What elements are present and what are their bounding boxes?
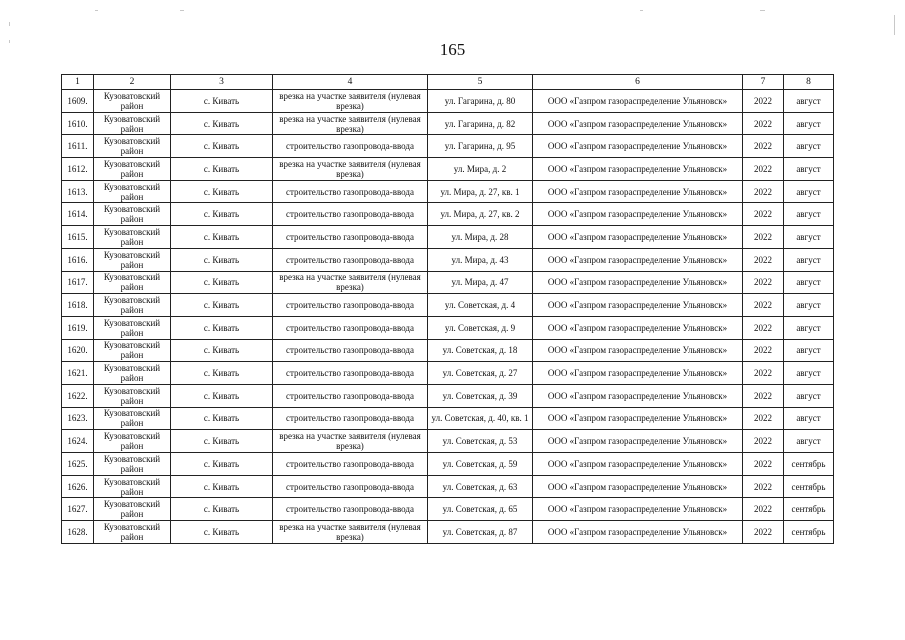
year-cell: 2022 xyxy=(743,112,784,135)
year-cell: 2022 xyxy=(743,294,784,317)
row-number: 1614. xyxy=(62,203,94,226)
year-cell: 2022 xyxy=(743,248,784,271)
table-row xyxy=(62,430,834,453)
table-row xyxy=(62,316,834,339)
organization-cell: ООО «Газпром газораспределение Ульяновск» xyxy=(533,112,743,135)
row-number: 1628. xyxy=(62,521,94,544)
year-cell: 2022 xyxy=(743,362,784,385)
table-row xyxy=(62,453,834,476)
year-cell: 2022 xyxy=(743,158,784,181)
month-cell: август xyxy=(784,248,834,271)
district-cell: Кузоватовский район xyxy=(94,384,171,407)
month-cell: август xyxy=(784,294,834,317)
settlement-cell: с. Кивать xyxy=(171,294,273,317)
row-number: 1615. xyxy=(62,226,94,249)
district-cell: Кузоватовский район xyxy=(94,430,171,453)
scan-mark-top xyxy=(95,10,98,11)
district-cell: Кузоватовский район xyxy=(94,180,171,203)
settlement-cell: с. Кивать xyxy=(171,453,273,476)
year-cell: 2022 xyxy=(743,430,784,453)
work-type-cell: строительство газопровода-ввода xyxy=(273,362,428,385)
table-row xyxy=(62,384,834,407)
table-row xyxy=(62,248,834,271)
row-number: 1616. xyxy=(62,248,94,271)
work-type-cell: строительство газопровода-ввода xyxy=(273,339,428,362)
district-cell: Кузоватовский район xyxy=(94,521,171,544)
organization-cell: ООО «Газпром газораспределение Ульяновск» xyxy=(533,158,743,181)
organization-cell: ООО «Газпром газораспределение Ульяновск» xyxy=(533,180,743,203)
organization-cell: ООО «Газпром газораспределение Ульяновск» xyxy=(533,430,743,453)
column-header-6: 6 xyxy=(533,75,743,90)
table-row xyxy=(62,521,834,544)
work-type-cell: врезка на участке заявителя (нулевая врезка) xyxy=(273,90,428,113)
month-cell: август xyxy=(784,339,834,362)
work-type-cell: врезка на участке заявителя (нулевая врезка) xyxy=(273,112,428,135)
organization-cell: ООО «Газпром газораспределение Ульяновск» xyxy=(533,271,743,294)
district-cell: Кузоватовский район xyxy=(94,158,171,181)
organization-cell: ООО «Газпром газораспределение Ульяновск» xyxy=(533,407,743,430)
settlement-cell: с. Кивать xyxy=(171,248,273,271)
address-cell: ул. Гагарина, д. 95 xyxy=(428,135,533,158)
address-cell: ул. Советская, д. 18 xyxy=(428,339,533,362)
month-cell: август xyxy=(784,180,834,203)
organization-cell: ООО «Газпром газораспределение Ульяновск» xyxy=(533,248,743,271)
district-cell: Кузоватовский район xyxy=(94,203,171,226)
district-cell: Кузоватовский район xyxy=(94,407,171,430)
column-header-7: 7 xyxy=(743,75,784,90)
settlement-cell: с. Кивать xyxy=(171,430,273,453)
settlement-cell: с. Кивать xyxy=(171,180,273,203)
table-row xyxy=(62,158,834,181)
year-cell: 2022 xyxy=(743,521,784,544)
settlement-cell: с. Кивать xyxy=(171,384,273,407)
table-row xyxy=(62,407,834,430)
settlement-cell: с. Кивать xyxy=(171,407,273,430)
month-cell: август xyxy=(784,203,834,226)
address-cell: ул. Мира, д. 2 xyxy=(428,158,533,181)
month-cell: август xyxy=(784,384,834,407)
year-cell: 2022 xyxy=(743,271,784,294)
year-cell: 2022 xyxy=(743,203,784,226)
month-cell: август xyxy=(784,362,834,385)
settlement-cell: с. Кивать xyxy=(171,362,273,385)
district-cell: Кузоватовский район xyxy=(94,475,171,498)
year-cell: 2022 xyxy=(743,498,784,521)
row-number: 1610. xyxy=(62,112,94,135)
work-type-cell: строительство газопровода-ввода xyxy=(273,248,428,271)
year-cell: 2022 xyxy=(743,407,784,430)
table-row xyxy=(62,294,834,317)
organization-cell: ООО «Газпром газораспределение Ульяновск» xyxy=(533,362,743,385)
organization-cell: ООО «Газпром газораспределение Ульяновск» xyxy=(533,475,743,498)
address-cell: ул. Советская, д. 9 xyxy=(428,316,533,339)
month-cell: август xyxy=(784,407,834,430)
settlement-cell: с. Кивать xyxy=(171,203,273,226)
address-cell: ул. Мира, д. 43 xyxy=(428,248,533,271)
column-header-5: 5 xyxy=(428,75,533,90)
work-type-cell: врезка на участке заявителя (нулевая врезка) xyxy=(273,430,428,453)
column-header-1: 1 xyxy=(62,75,94,90)
table-row xyxy=(62,271,834,294)
row-number: 1618. xyxy=(62,294,94,317)
month-cell: сентябрь xyxy=(784,498,834,521)
work-type-cell: строительство газопровода-ввода xyxy=(273,180,428,203)
year-cell: 2022 xyxy=(743,180,784,203)
organization-cell: ООО «Газпром газораспределение Ульяновск» xyxy=(533,226,743,249)
settlement-cell: с. Кивать xyxy=(171,90,273,113)
settlement-cell: с. Кивать xyxy=(171,271,273,294)
settlement-cell: с. Кивать xyxy=(171,339,273,362)
page-number: 165 xyxy=(439,40,466,59)
column-header-8: 8 xyxy=(784,75,834,90)
month-cell: сентябрь xyxy=(784,475,834,498)
organization-cell: ООО «Газпром газораспределение Ульяновск» xyxy=(533,521,743,544)
row-number: 1625. xyxy=(62,453,94,476)
organization-cell: ООО «Газпром газораспределение Ульяновск» xyxy=(533,384,743,407)
work-type-cell: строительство газопровода-ввода xyxy=(273,498,428,521)
row-number: 1621. xyxy=(62,362,94,385)
settlement-cell: с. Кивать xyxy=(171,475,273,498)
settlement-cell: с. Кивать xyxy=(171,158,273,181)
row-number: 1612. xyxy=(62,158,94,181)
work-type-cell: строительство газопровода-ввода xyxy=(273,135,428,158)
table-header-row xyxy=(62,75,834,90)
month-cell: август xyxy=(784,135,834,158)
organization-cell: ООО «Газпром газораспределение Ульяновск» xyxy=(533,339,743,362)
district-cell: Кузоватовский район xyxy=(94,498,171,521)
row-number: 1623. xyxy=(62,407,94,430)
year-cell: 2022 xyxy=(743,316,784,339)
district-cell: Кузоватовский район xyxy=(94,316,171,339)
scan-mark-right xyxy=(894,15,895,35)
work-type-cell: строительство газопровода-ввода xyxy=(273,453,428,476)
table-row xyxy=(62,203,834,226)
address-cell: ул. Советская, д. 53 xyxy=(428,430,533,453)
organization-cell: ООО «Газпром газораспределение Ульяновск» xyxy=(533,453,743,476)
month-cell: август xyxy=(784,90,834,113)
month-cell: сентябрь xyxy=(784,453,834,476)
work-type-cell: врезка на участке заявителя (нулевая врезка) xyxy=(273,271,428,294)
year-cell: 2022 xyxy=(743,453,784,476)
work-type-cell: строительство газопровода-ввода xyxy=(273,407,428,430)
column-header-3: 3 xyxy=(171,75,273,90)
address-cell: ул. Гагарина, д. 82 xyxy=(428,112,533,135)
organization-cell: ООО «Газпром газораспределение Ульяновск» xyxy=(533,498,743,521)
work-type-cell: строительство газопровода-ввода xyxy=(273,475,428,498)
row-number: 1617. xyxy=(62,271,94,294)
table-row xyxy=(62,112,834,135)
organization-cell: ООО «Газпром газораспределение Ульяновск» xyxy=(533,294,743,317)
year-cell: 2022 xyxy=(743,226,784,249)
scan-mark-top xyxy=(640,10,643,11)
month-cell: сентябрь xyxy=(784,521,834,544)
address-cell: ул. Мира, д. 28 xyxy=(428,226,533,249)
settlement-cell: с. Кивать xyxy=(171,521,273,544)
settlement-cell: с. Кивать xyxy=(171,112,273,135)
table-row xyxy=(62,135,834,158)
district-cell: Кузоватовский район xyxy=(94,294,171,317)
year-cell: 2022 xyxy=(743,475,784,498)
settlement-cell: с. Кивать xyxy=(171,226,273,249)
district-cell: Кузоватовский район xyxy=(94,339,171,362)
table-row xyxy=(62,180,834,203)
address-cell: ул. Советская, д. 39 xyxy=(428,384,533,407)
scan-mark-left xyxy=(9,22,10,26)
column-header-2: 2 xyxy=(94,75,171,90)
row-number: 1613. xyxy=(62,180,94,203)
work-type-cell: строительство газопровода-ввода xyxy=(273,316,428,339)
table-row xyxy=(62,362,834,385)
district-cell: Кузоватовский район xyxy=(94,248,171,271)
work-type-cell: строительство газопровода-ввода xyxy=(273,384,428,407)
address-cell: ул. Советская, д. 40, кв. 1 xyxy=(428,407,533,430)
work-type-cell: врезка на участке заявителя (нулевая врезка) xyxy=(273,158,428,181)
address-cell: ул. Советская, д. 59 xyxy=(428,453,533,476)
year-cell: 2022 xyxy=(743,384,784,407)
organization-cell: ООО «Газпром газораспределение Ульяновск» xyxy=(533,203,743,226)
settlement-cell: с. Кивать xyxy=(171,316,273,339)
row-number: 1626. xyxy=(62,475,94,498)
work-type-cell: строительство газопровода-ввода xyxy=(273,294,428,317)
month-cell: август xyxy=(784,316,834,339)
month-cell: август xyxy=(784,430,834,453)
scan-mark-top xyxy=(180,10,184,11)
district-cell: Кузоватовский район xyxy=(94,453,171,476)
table-row xyxy=(62,475,834,498)
work-type-cell: строительство газопровода-ввода xyxy=(273,226,428,249)
organization-cell: ООО «Газпром газораспределение Ульяновск» xyxy=(533,135,743,158)
row-number: 1619. xyxy=(62,316,94,339)
year-cell: 2022 xyxy=(743,339,784,362)
address-cell: ул. Мира, д. 27, кв. 2 xyxy=(428,203,533,226)
table-row xyxy=(62,498,834,521)
row-number: 1609. xyxy=(62,90,94,113)
table-row xyxy=(62,226,834,249)
address-cell: ул. Советская, д. 27 xyxy=(428,362,533,385)
district-cell: Кузоватовский район xyxy=(94,271,171,294)
row-number: 1620. xyxy=(62,339,94,362)
organization-cell: ООО «Газпром газораспределение Ульяновск» xyxy=(533,316,743,339)
year-cell: 2022 xyxy=(743,135,784,158)
row-number: 1622. xyxy=(62,384,94,407)
settlement-cell: с. Кивать xyxy=(171,135,273,158)
table-row xyxy=(62,339,834,362)
work-type-cell: строительство газопровода-ввода xyxy=(273,203,428,226)
organization-cell: ООО «Газпром газораспределение Ульяновск» xyxy=(533,90,743,113)
scan-mark-top xyxy=(760,10,765,11)
district-cell: Кузоватовский район xyxy=(94,112,171,135)
address-cell: ул. Мира, д. 47 xyxy=(428,271,533,294)
address-cell: ул. Советская, д. 63 xyxy=(428,475,533,498)
settlement-cell: с. Кивать xyxy=(171,498,273,521)
address-cell: ул. Советская, д. 65 xyxy=(428,498,533,521)
month-cell: август xyxy=(784,271,834,294)
month-cell: август xyxy=(784,158,834,181)
address-cell: ул. Гагарина, д. 80 xyxy=(428,90,533,113)
district-cell: Кузоватовский район xyxy=(94,135,171,158)
address-cell: ул. Советская, д. 4 xyxy=(428,294,533,317)
address-cell: ул. Советская, д. 87 xyxy=(428,521,533,544)
month-cell: август xyxy=(784,226,834,249)
address-cell: ул. Мира, д. 27, кв. 1 xyxy=(428,180,533,203)
register-table xyxy=(61,74,834,544)
district-cell: Кузоватовский район xyxy=(94,90,171,113)
row-number: 1627. xyxy=(62,498,94,521)
year-cell: 2022 xyxy=(743,90,784,113)
column-header-4: 4 xyxy=(273,75,428,90)
month-cell: август xyxy=(784,112,834,135)
row-number: 1611. xyxy=(62,135,94,158)
table-row xyxy=(62,90,834,113)
work-type-cell: врезка на участке заявителя (нулевая врезка) xyxy=(273,521,428,544)
row-number: 1624. xyxy=(62,430,94,453)
district-cell: Кузоватовский район xyxy=(94,226,171,249)
district-cell: Кузоватовский район xyxy=(94,362,171,385)
